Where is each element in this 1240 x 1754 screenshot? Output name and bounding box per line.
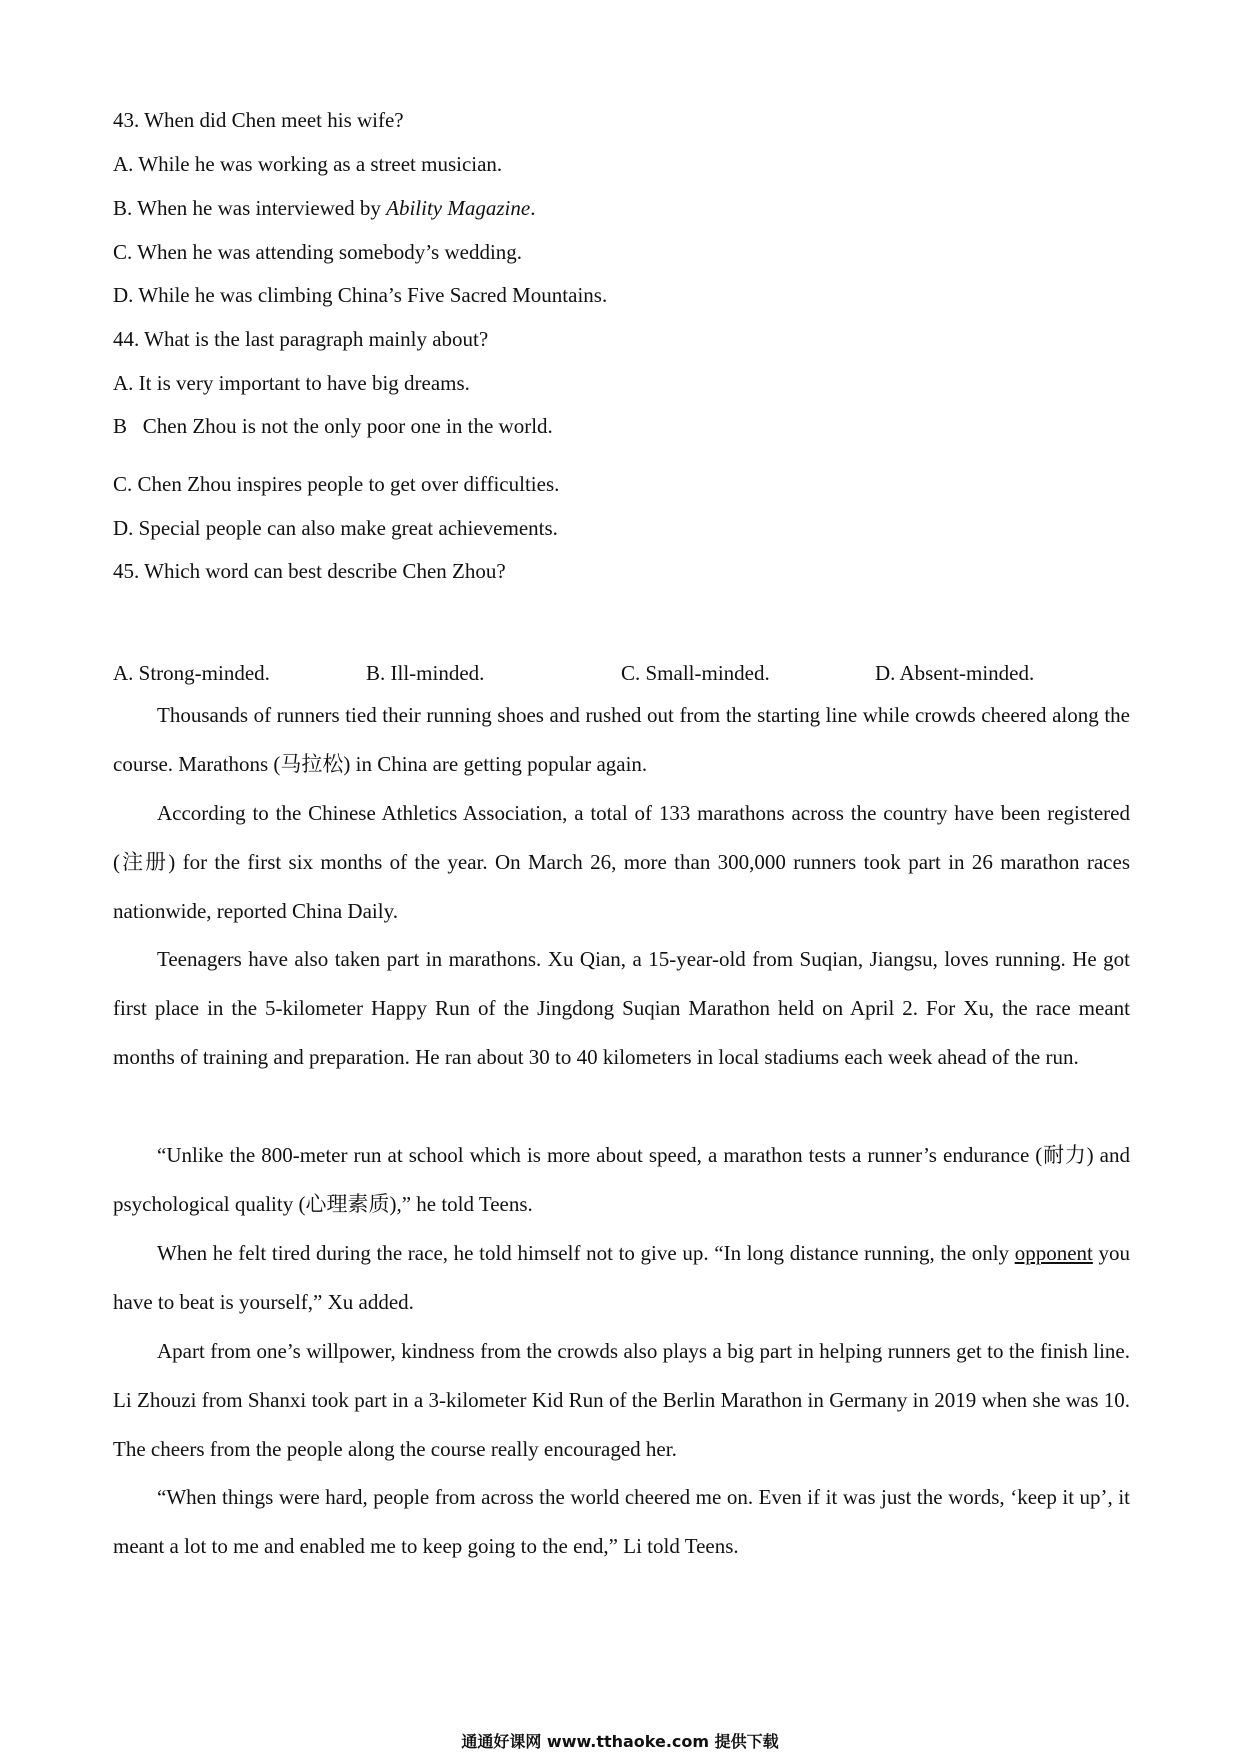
question-44: 44. What is the last paragraph mainly about? — [113, 327, 489, 351]
q43-option-d: D. While he was climbing China’s Five Sacred Mountains. — [113, 283, 608, 307]
question-45: 45. Which word can best describe Chen Zhou? — [113, 559, 506, 583]
q43-option-b-text: B. When he was interviewed by — [113, 196, 387, 220]
q44-option-c: C. Chen Zhou inspires people to get over difficulties. — [113, 472, 560, 496]
q43-option-b — [113, 195, 535, 221]
passage-paragraph-2: According to the Chinese Athletics Association, a total of 133 marathons across the country have been registered (注册) for the first six months of the year. On March 26, more than 300,000 runners took part in 26 marathon races nationwide, reported China Daily. — [113, 801, 1130, 923]
underlined-word: opponent — [1014, 1241, 1093, 1265]
passage-paragraph-1: Thousands of runners tied their running shoes and rushed out from the starting line while crowds cheered along the course. Marathons (马拉松) in China are getting popular again. — [113, 703, 1130, 776]
q45-option-b: B. Ill-minded. — [366, 661, 485, 685]
paragraph-5-text: When he felt tired during the race, he told himself not to give up. “In long distance running, the only — [157, 1241, 1015, 1265]
passage-paragraph-7: “When things were hard, people from across the world cheered me on. Even if it was just the words, ‘keep it up’, it meant a lot to me and enabled me to keep going to the end,” Li told Teens. — [113, 1485, 1130, 1558]
passage-paragraph-4: “Unlike the 800-meter run at school which is more about speed, a marathon tests a runner’s endurance (耐力) and psychological quality (心理素质),” he told Teens. — [113, 1143, 1130, 1216]
passage-paragraph-3: Teenagers have also taken part in marathons. Xu Qian, a 15-year-old from Suqian, Jiangsu, loves running. He got first place in the 5-kilometer Happy Run of the Jingdong Suqian Marathon held on April 2. For Xu, the race meant months of training and preparation. He ran about 30 to 40 kilometers in local stadiums each week ahead of the run. — [113, 947, 1130, 1069]
q44-option-a: A. It is very important to have big dreams. — [113, 371, 470, 395]
q45-option-c: C. Small-minded. — [621, 661, 770, 685]
q43-option-c: C. When he was attending somebody’s wedding. — [113, 240, 523, 264]
question-43: 43. When did Chen meet his wife? — [113, 108, 404, 132]
q45-options — [113, 660, 1130, 686]
page-footer: 通通好课网 www.tthaoke.com 提供下载 — [461, 1732, 779, 1751]
magazine-title: Ability Magazine — [386, 196, 531, 220]
q44-option-b: B Chen Zhou is not the only poor one in the world. — [113, 414, 553, 438]
q43-option-b-end: . — [530, 196, 536, 220]
q45-option-a: A. Strong-minded. — [113, 661, 270, 685]
passage-paragraph-6: Apart from one’s willpower, kindness from the crowds also plays a big part in helping runners get to the finish line. Li Zhouzi from Shanxi took part in a 3-kilometer Kid Run of the Berlin Marathon in Germany in 2019 when she was 10. The cheers from the people along the course really encouraged her. — [113, 1339, 1130, 1461]
paragraph-5-end: you have to beat is yourself,” Xu added. — [113, 1241, 1130, 1314]
passage-paragraph-5 — [113, 1229, 1130, 1327]
q45-option-d: D. Absent-minded. — [875, 661, 1035, 685]
q43-option-a: A. While he was working as a street musician. — [113, 152, 503, 176]
q44-option-d: D. Special people can also make great achievements. — [113, 516, 558, 540]
